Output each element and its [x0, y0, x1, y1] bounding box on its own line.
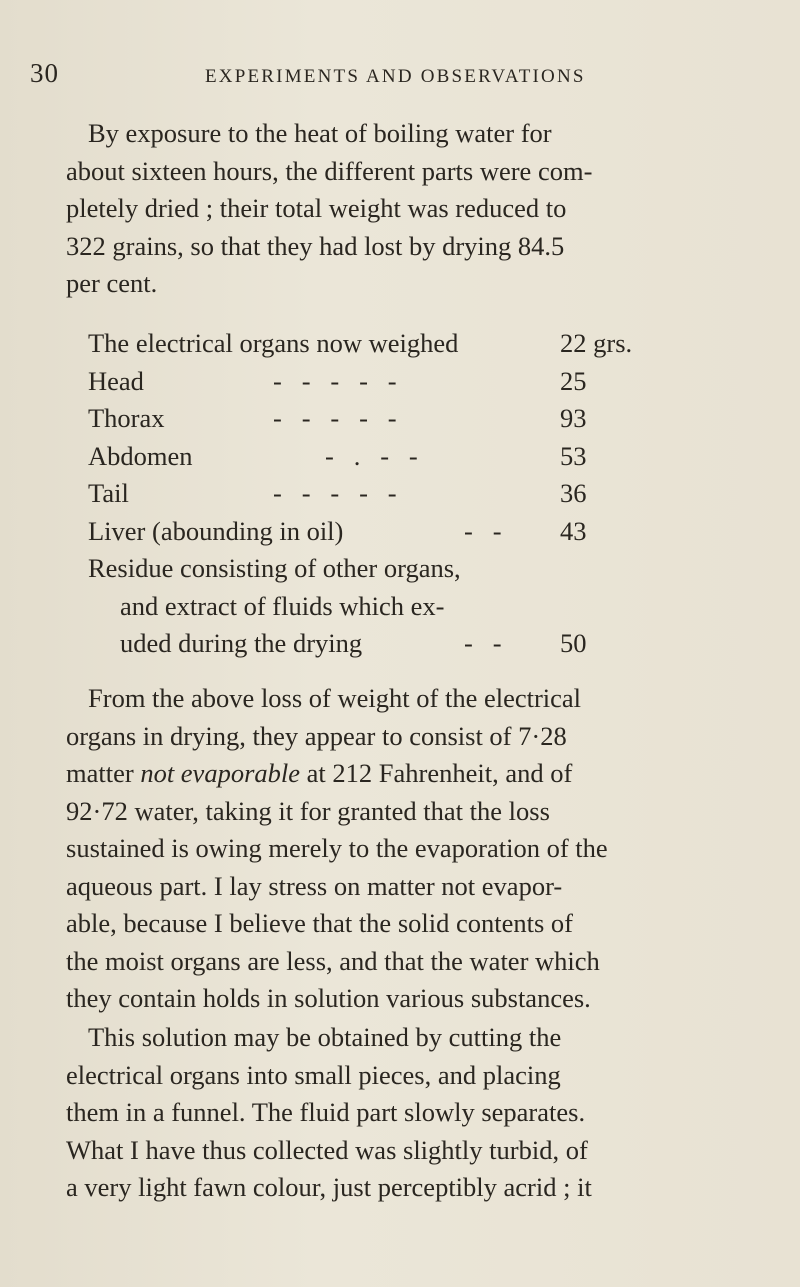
- leader-dashes: - - - - -: [273, 478, 397, 508]
- page-number: 30: [30, 58, 59, 88]
- text-line: 92·72 water, taking it for granted that the loss: [66, 795, 550, 826]
- text-line: 322 grains, so that they had lost by drying 84.5: [66, 230, 565, 261]
- row-label: Liver (abounding in oil): [88, 515, 344, 546]
- text-line: This solution may be obtained by cutting the: [88, 1022, 562, 1052]
- text-line: pletely dried ; their total weight was reduced to: [66, 193, 567, 223]
- text-segment: at 212 Fahrenheit, and of: [300, 758, 573, 788]
- leader-dashes: - - - - -: [273, 403, 397, 433]
- row-value: 36: [560, 478, 587, 508]
- row-value: 93: [560, 403, 587, 433]
- weights-row: [88, 325, 708, 363]
- weights-row: [88, 363, 708, 401]
- row-label: The electrical organs now weighed: [88, 328, 459, 358]
- leader-dashes: - -: [464, 515, 502, 546]
- text-line: sustained is owing merely to the evaporation of the: [66, 833, 608, 863]
- running-head: [0, 58, 800, 98]
- leader-dashes: - - - - -: [273, 365, 397, 396]
- weights-row: [88, 438, 708, 476]
- running-title: EXPERIMENTS AND OBSERVATIONS: [205, 66, 586, 87]
- weights-row: [88, 550, 708, 588]
- row-label: Thorax: [88, 403, 165, 433]
- text-line: By exposure to the heat of boiling water for: [88, 118, 552, 148]
- paragraph-composition: [66, 680, 608, 1018]
- paragraph-drying: [66, 115, 592, 303]
- weights-row: [88, 588, 708, 626]
- leader-dashes: - . - -: [325, 440, 418, 471]
- row-label: uded during the drying: [120, 628, 363, 658]
- weights-table: [88, 325, 708, 663]
- emphasis-text: not evaporable: [140, 758, 301, 788]
- text-line: What I have thus collected was slightly turbid, of: [66, 1134, 588, 1165]
- row-value: 25: [560, 365, 587, 396]
- text-segment: matter: [66, 758, 141, 788]
- text-line: the moist organs are less, and that the water which: [66, 945, 600, 976]
- row-label: Head: [88, 365, 144, 396]
- text-line: aqueous part. I lay stress on matter not evapor-: [66, 870, 563, 901]
- row-label: Tail: [88, 478, 129, 508]
- weights-row: [88, 513, 708, 551]
- text-line: them in a funnel. The fluid part slowly separates.: [66, 1097, 586, 1127]
- row-label: and extract of fluids which ex-: [120, 590, 445, 621]
- text-line: From the above loss of weight of the electrical: [88, 683, 582, 713]
- row-label: Residue consisting of other organs,: [88, 553, 461, 583]
- text-line: they contain holds in solution various substances.: [66, 983, 591, 1013]
- row-value: 50: [560, 628, 587, 658]
- text-line: organs in drying, they appear to consist of 7·28: [66, 720, 567, 751]
- text-line: [66, 755, 608, 793]
- row-value: 53: [560, 440, 587, 471]
- text-line: about sixteen hours, the different parts were com-: [66, 155, 593, 186]
- text-line: per cent.: [66, 268, 158, 298]
- weights-row: [88, 475, 708, 513]
- text-line: able, because I believe that the solid contents of: [66, 908, 573, 938]
- weights-row: [88, 625, 708, 663]
- row-value: 43: [560, 515, 587, 546]
- row-label: Abdomen: [88, 440, 193, 471]
- paragraph-solution: [66, 1019, 592, 1207]
- row-value: 22 grs.: [560, 328, 633, 358]
- text-line: a very light fawn colour, just perceptibly acrid ; it: [66, 1172, 592, 1202]
- text-line: electrical organs into small pieces, and placing: [66, 1059, 561, 1090]
- weights-row: [88, 400, 708, 438]
- leader-dashes: - -: [464, 628, 502, 658]
